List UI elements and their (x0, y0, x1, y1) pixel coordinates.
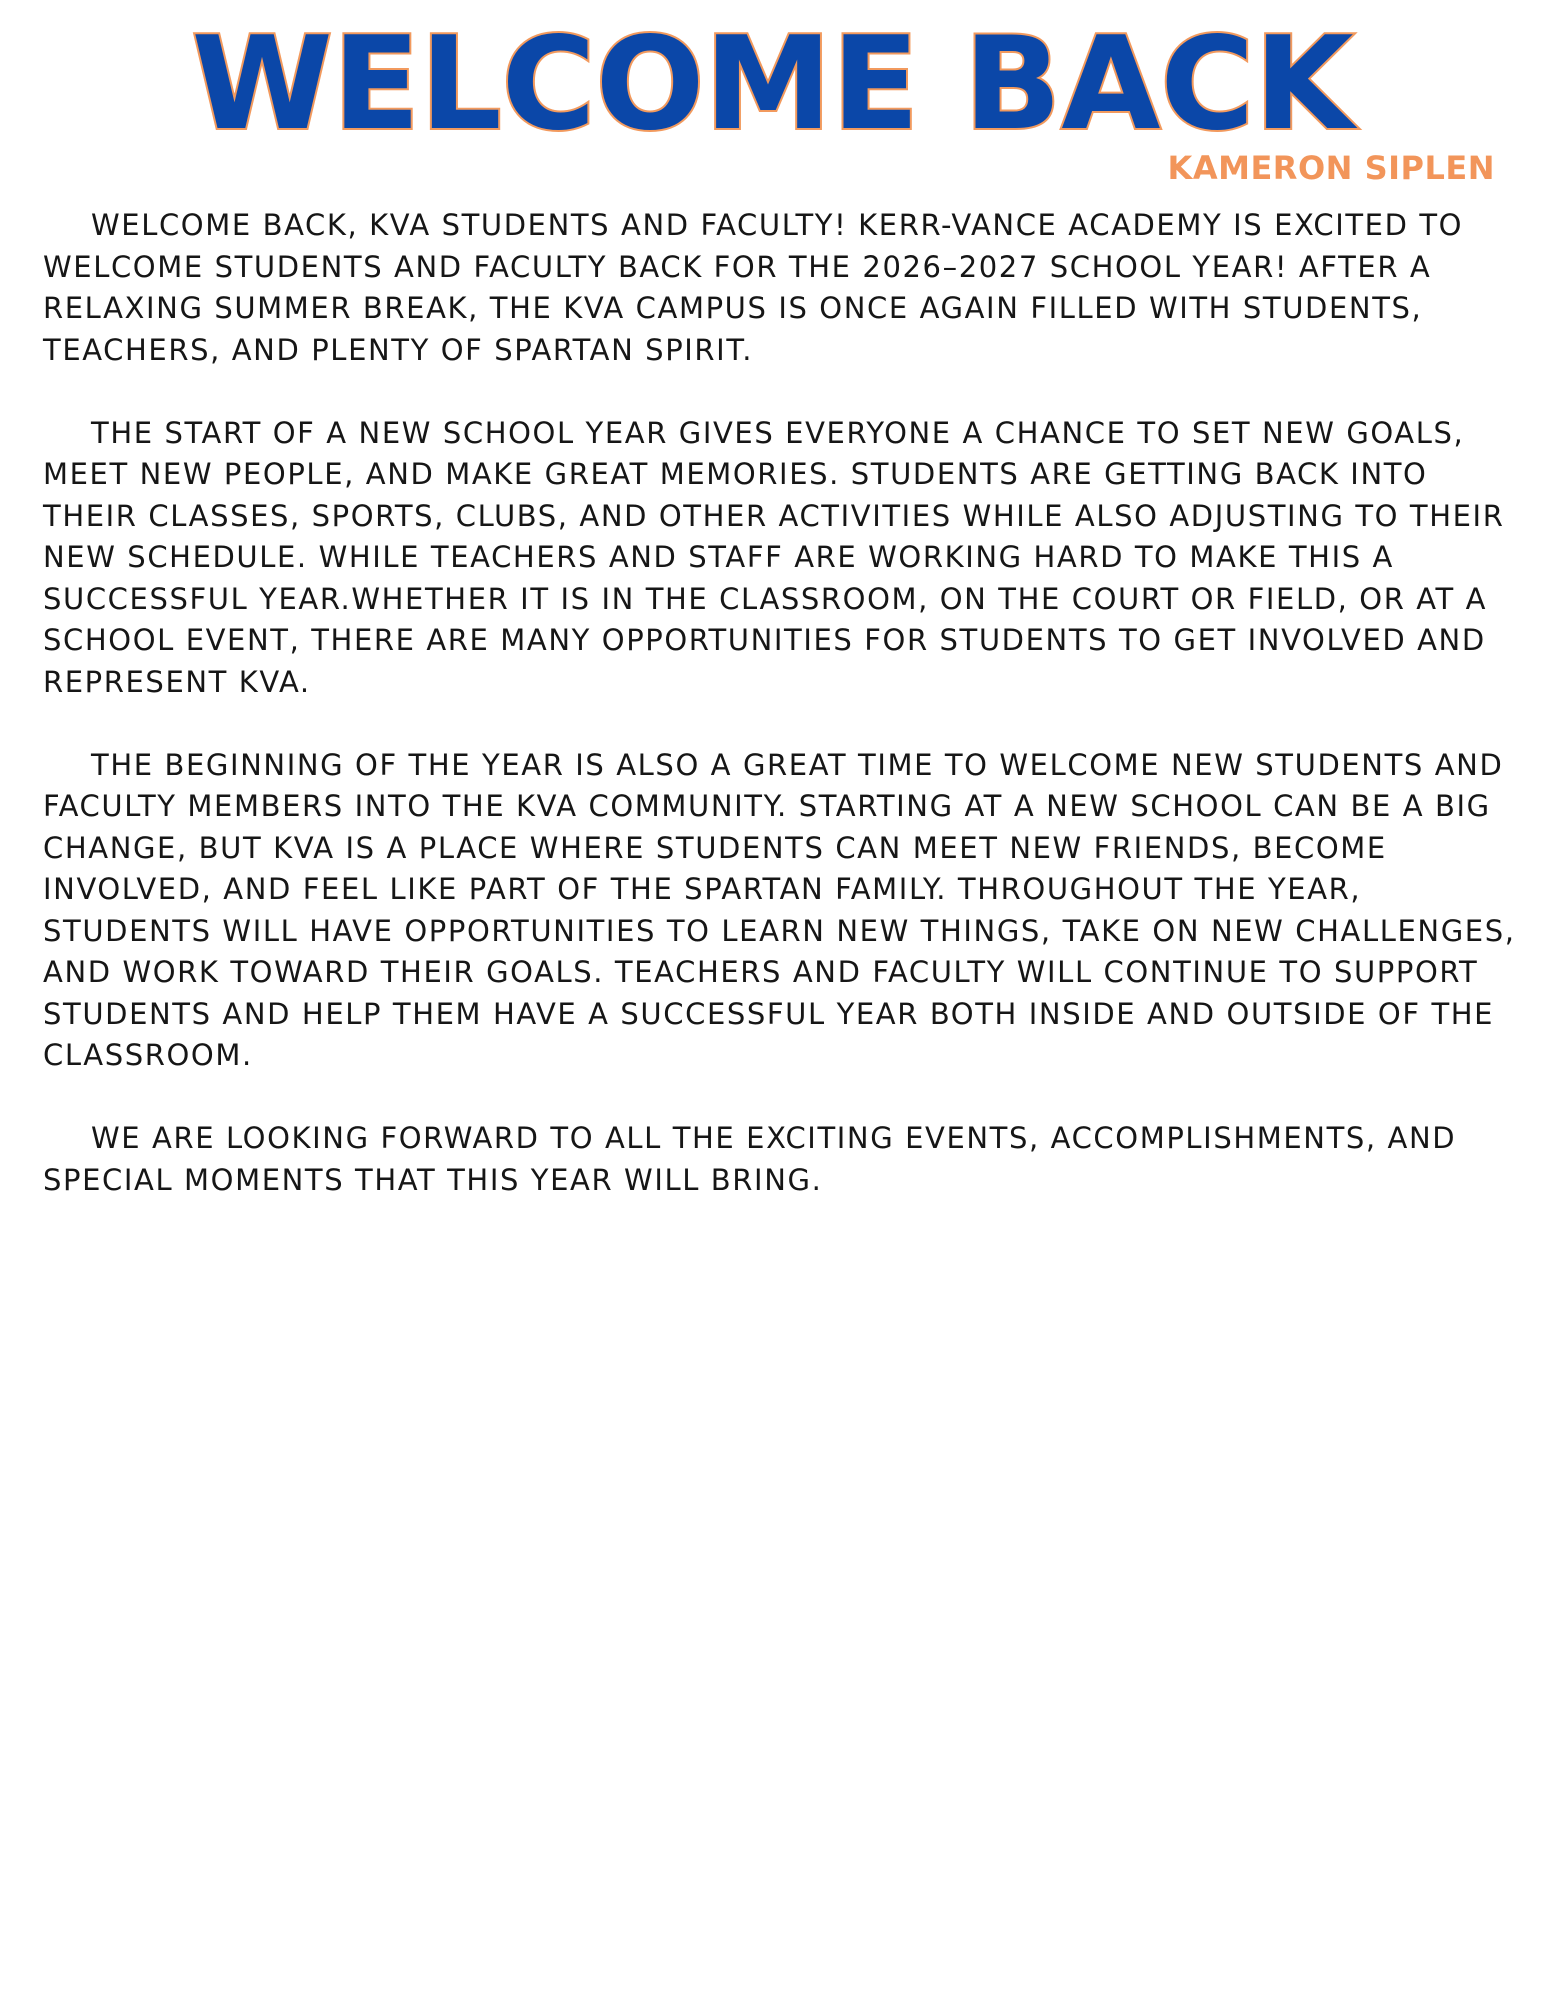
article-paragraph: THE START OF A NEW SCHOOL YEAR GIVES EVERYONE A CHANCE TO SET NEW GOALS, MEET NEW PEOPLE, AND MAKE GREAT MEMORIES. STUDENTS ARE GETTING BACK INTO THEIR CLASSES, SPORTS, CLUBS, AND OTHER ACTIVITIES WHILE ALSO ADJUSTING TO THEIR NEW SCHEDULE. WHILE TEACHERS AND STAFF ARE WORKING HARD TO MAKE THIS A SUCCESSFUL YEAR.WHETHER IT IS IN THE CLASSROOM, ON THE COURT OR FIELD, OR AT A SCHOOL EVENT, THERE ARE MANY OPPORTUNITIES FOR STUDENTS TO GET INVOLVED AND REPRESENT KVA. (43, 415, 1505, 699)
article-paragraph: WELCOME BACK, KVA STUDENTS AND FACULTY! KERR-VANCE ACADEMY IS EXCITED TO WELCOME STUDENTS AND FACULTY BACK FOR THE 2026–2027 SCHOOL YEAR! AFTER A RELAXING SUMMER BREAK, THE KVA CAMPUS IS ONCE AGAIN FILLED WITH STUDENTS, TEACHERS, AND PLENTY OF SPARTAN SPIRIT. (43, 208, 1464, 367)
headline-title: WELCOME BACK (191, 10, 1354, 159)
article-paragraph: THE BEGINNING OF THE YEAR IS ALSO A GREAT TIME TO WELCOME NEW STUDENTS AND FACULTY MEMBERS INTO THE KVA COMMUNITY. STARTING AT A NEW SCHOOL CAN BE A BIG CHANGE, BUT KVA IS A PLACE WHERE STUDENTS CAN MEET NEW FRIENDS, BECOME INVOLVED, AND FEEL LIKE PART OF THE SPARTAN FAMILY. THROUGHOUT THE YEAR, STUDENTS WILL HAVE OPPORTUNITIES TO LEARN NEW THINGS, TAKE ON NEW CHALLENGES, AND WORK TOWARD THEIR GOALS. TEACHERS AND FACULTY WILL CONTINUE TO SUPPORT STUDENTS AND HELP THEM HAVE A SUCCESSFUL YEAR BOTH INSIDE AND OUTSIDE OF THE CLASSROOM. (43, 747, 1516, 1072)
author-byline: KAMERON SIPLEN (1167, 149, 1495, 187)
article-body (43, 205, 1523, 1243)
article-paragraph: WE ARE LOOKING FORWARD TO ALL THE EXCITING EVENTS, ACCOMPLISHMENTS, AND SPECIAL MOMENTS THAT THIS YEAR WILL BRING. (43, 1121, 1457, 1197)
